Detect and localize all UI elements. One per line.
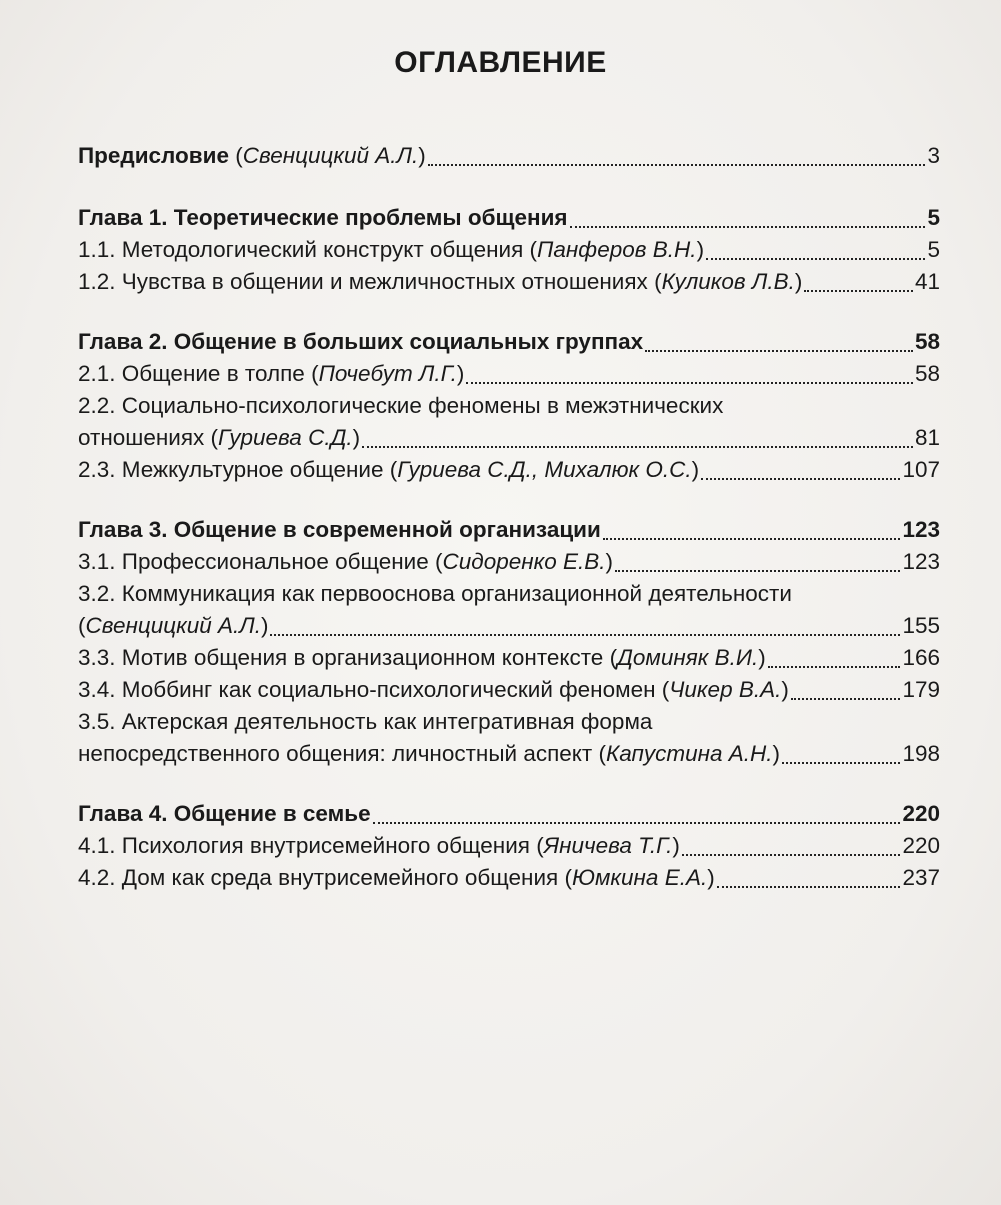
page-number: 5 bbox=[927, 237, 940, 262]
toc-section-3-1[interactable]: 3.1. Профессиональное общение (Сидоренко Е.В.) 123 bbox=[78, 546, 940, 578]
toc-section-2-3[interactable]: 2.3. Межкультурное общение (Гуриева С.Д., Михалюк О.С.) 107 bbox=[78, 454, 940, 486]
toc-section-2-1[interactable]: 2.1. Общение в толпе (Почебут Л.Г.) 58 bbox=[78, 358, 940, 390]
leader-dots bbox=[706, 258, 925, 260]
leader-dots bbox=[428, 164, 926, 166]
toc-chapter-4[interactable]: Глава 4. Общение в семье 220 bbox=[78, 798, 940, 830]
toc-section-3-2[interactable]: (Свенцицкий А.Л.) 155 bbox=[78, 610, 940, 642]
toc-section-3-5[interactable]: непосредственного общения: личностный аспект (Капустина А.Н.) 198 bbox=[78, 738, 940, 770]
toc-section-3-3[interactable]: 3.3. Мотив общения в организационном контексте (Доминяк В.И.) 166 bbox=[78, 642, 940, 674]
toc-section-2-2[interactable]: отношениях (Гуриева С.Д.) 81 bbox=[78, 422, 940, 454]
leader-dots bbox=[717, 886, 901, 888]
toc-section-4-1[interactable]: 4.1. Психология внутрисемейного общения (Яничева Т.Г.) 220 bbox=[78, 830, 940, 862]
toc-chapter-2[interactable]: Глава 2. Общение в больших социальных группах 58 bbox=[78, 326, 940, 358]
page-number: 41 bbox=[914, 269, 940, 294]
toc-section-1-1[interactable]: 1.1. Методологический конструкт общения (Панферов В.Н.) 5 bbox=[78, 234, 940, 266]
page-number: 123 bbox=[902, 517, 940, 542]
toc-section-4-2[interactable]: 4.2. Дом как среда внутрисемейного общения (Юмкина Е.А.) 237 bbox=[78, 862, 940, 894]
page-number: 3 bbox=[927, 143, 940, 168]
toc-chapter-1[interactable]: Глава 1. Теоретические проблемы общения 5 bbox=[78, 202, 940, 234]
page-title: ОГЛАВЛЕНИЕ bbox=[394, 46, 607, 79]
toc-section-3-4[interactable]: 3.4. Моббинг как социально-психологический феномен (Чикер В.А.) 179 bbox=[78, 674, 940, 706]
toc-section-3-2-line1[interactable]: 3.2. Коммуникация как первооснова организационной деятельности bbox=[78, 581, 792, 606]
page-number: 198 bbox=[902, 741, 940, 766]
leader-dots bbox=[768, 666, 901, 668]
page-number: 179 bbox=[902, 677, 940, 702]
toc-entry-preface[interactable]: Предисловие (Свенцицкий А.Л.) 3 bbox=[78, 140, 940, 172]
toc-section-2-2-line1[interactable]: 2.2. Социально-психологические феномены в межэтнических bbox=[78, 393, 724, 418]
page-number: 5 bbox=[927, 205, 940, 230]
leader-dots bbox=[615, 570, 900, 572]
leader-dots bbox=[270, 634, 900, 636]
page-number: 58 bbox=[914, 361, 940, 386]
page-number: 81 bbox=[914, 425, 940, 450]
leader-dots bbox=[362, 446, 913, 448]
table-of-contents bbox=[78, 140, 940, 894]
leader-dots bbox=[603, 538, 901, 540]
page-number: 155 bbox=[902, 613, 940, 638]
page-number: 237 bbox=[902, 865, 940, 890]
leader-dots bbox=[466, 382, 913, 384]
leader-dots bbox=[804, 290, 913, 292]
leader-dots bbox=[373, 822, 901, 824]
page-number: 166 bbox=[902, 645, 940, 670]
page-number: 123 bbox=[902, 549, 940, 574]
leader-dots bbox=[570, 226, 926, 228]
leader-dots bbox=[782, 762, 900, 764]
leader-dots bbox=[791, 698, 901, 700]
toc-chapter-3[interactable]: Глава 3. Общение в современной организации 123 bbox=[78, 514, 940, 546]
page-number: 220 bbox=[902, 833, 940, 858]
toc-section-1-2[interactable]: 1.2. Чувства в общении и межличностных отношениях (Куликов Л.В.) 41 bbox=[78, 266, 940, 298]
toc-section-3-5-line1[interactable]: 3.5. Актерская деятельность как интегративная форма bbox=[78, 709, 653, 734]
leader-dots bbox=[645, 350, 913, 352]
page-number: 220 bbox=[902, 801, 940, 826]
leader-dots bbox=[682, 854, 901, 856]
page-number: 107 bbox=[902, 457, 940, 482]
page-number: 58 bbox=[914, 329, 940, 354]
leader-dots bbox=[701, 478, 900, 480]
